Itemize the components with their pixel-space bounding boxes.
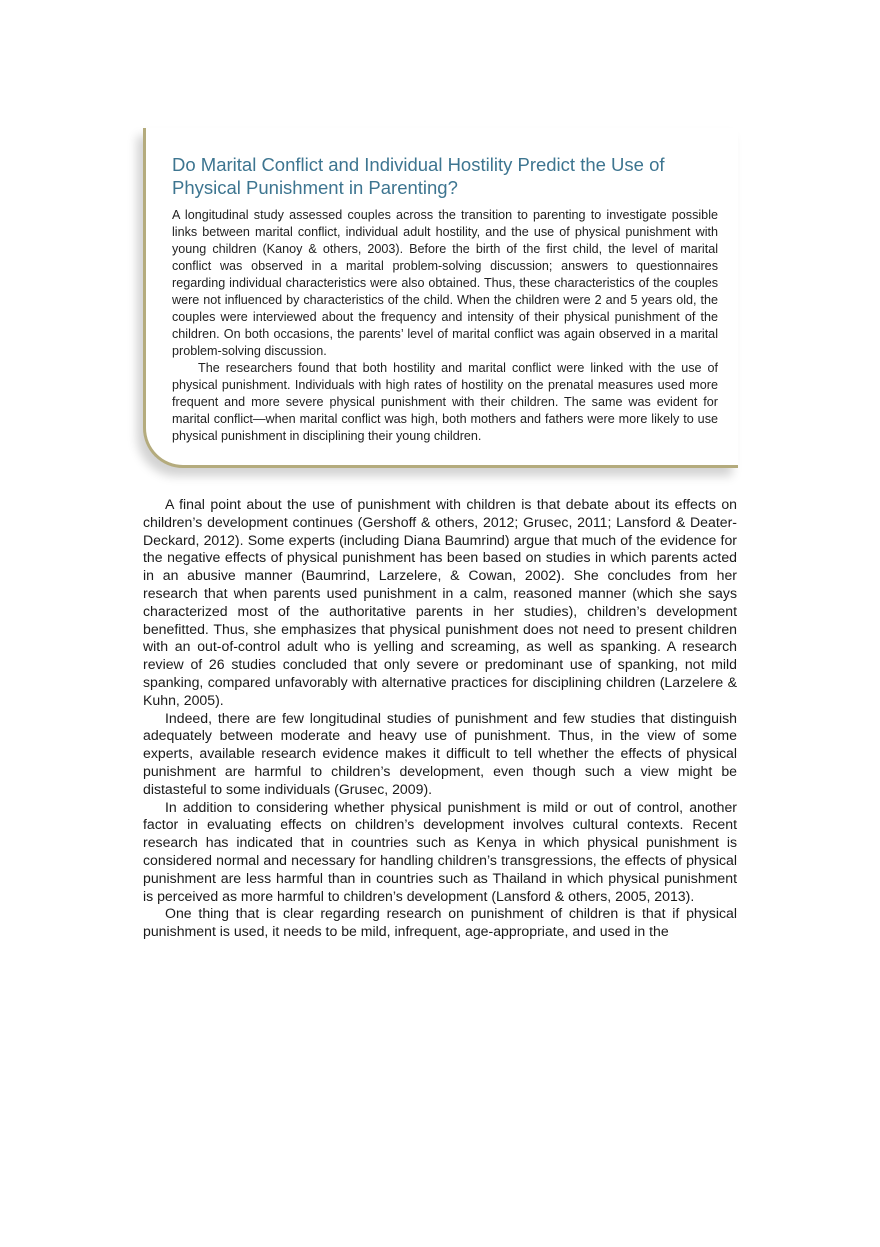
main-paragraph-1: A final point about the use of punishment with children is that debate about its effects on children’s development continues (Gershoff & others, 2012; Grusec, 2011; Lansford & Deater-Deckard, 2012). Some experts (including Diana Baumrind) argue that much of the evidence for the negative effects of physical punishment has been based on studies in which parents acted in an abusive manner (Baumrind, Larzelere, & Cowan, 2002). She concludes from her research that when parents used punishment in a calm, reasoned manner (which she says characterized most of the authoritative parents in her studies), children’s development benefitted. Thus, she emphasizes that physical punishment does not need to present children with an out-of-control adult who is yelling and screaming, as well as spanking. A research review of 26 studies concluded that only severe or predominant use of spanking, not mild spanking, compared unfavorably with alternative practices for disciplining children (Larzelere & Kuhn, 2005). <box>143 496 737 708</box>
main-text <box>143 496 737 941</box>
main-paragraph-3: In addition to considering whether physical punishment is mild or out of control, another factor in evaluating effects on children’s development involves cultural contexts. Recent research has indicated that in countries such as Kenya in which physical punishment is considered normal and necessary for handling children’s transgressions, the effects of physical punishment are less harmful than in countries such as Thailand in which physical punishment is perceived as more harmful to children’s development (Lansford & others, 2005, 2013). <box>143 798 737 904</box>
main-paragraph-4: One thing that is clear regarding research on punishment of children is that if physical punishment is used, it needs to be mild, infrequent, age-appropriate, and used in the <box>143 905 737 940</box>
sidebar-box <box>143 128 738 468</box>
main-paragraph-2: Indeed, there are few longitudinal studies of punishment and few studies that distinguish adequately between moderate and heavy use of punishment. Thus, in the view of some experts, available research evidence makes it difficult to tell whether the effects of physical punishment are harmful to children’s development, even though such a view might be distasteful to some individuals (Grusec, 2009). <box>143 709 737 797</box>
sidebar-title: Do Marital Conflict and Individual Hostility Predict the Use of Physical Punishment in Parenting? <box>172 154 665 198</box>
sidebar-paragraph-2: The researchers found that both hostility and marital conflict were linked with the use of physical punishment. Individuals with high rates of hostility on the prenatal measures used more frequent and more severe physical punishment with their children. The same was evident for marital conflict—when marital conflict was high, both mothers and fathers were more likely to use physical punishment in disciplining their young children. <box>172 361 718 443</box>
sidebar-content <box>172 153 718 445</box>
sidebar-paragraph-1: A longitudinal study assessed couples across the transition to parenting to investigate possible links between marital conflict, individual adult hostility, and the use of physical punishment with young children (Kanoy & others, 2003). Before the birth of the first child, the level of marital conflict was observed in a marital problem-solving discussion; answers to questionnaires regarding individual characteristics were also obtained. Thus, these characteristics of the couples were not influenced by characteristics of the child. When the children were 2 and 5 years old, the couples were interviewed about the frequency and intensity of their physical punishment of the children. On both occasions, the parents’ level of marital conflict was again observed in a marital problem-solving discussion. <box>172 208 718 358</box>
